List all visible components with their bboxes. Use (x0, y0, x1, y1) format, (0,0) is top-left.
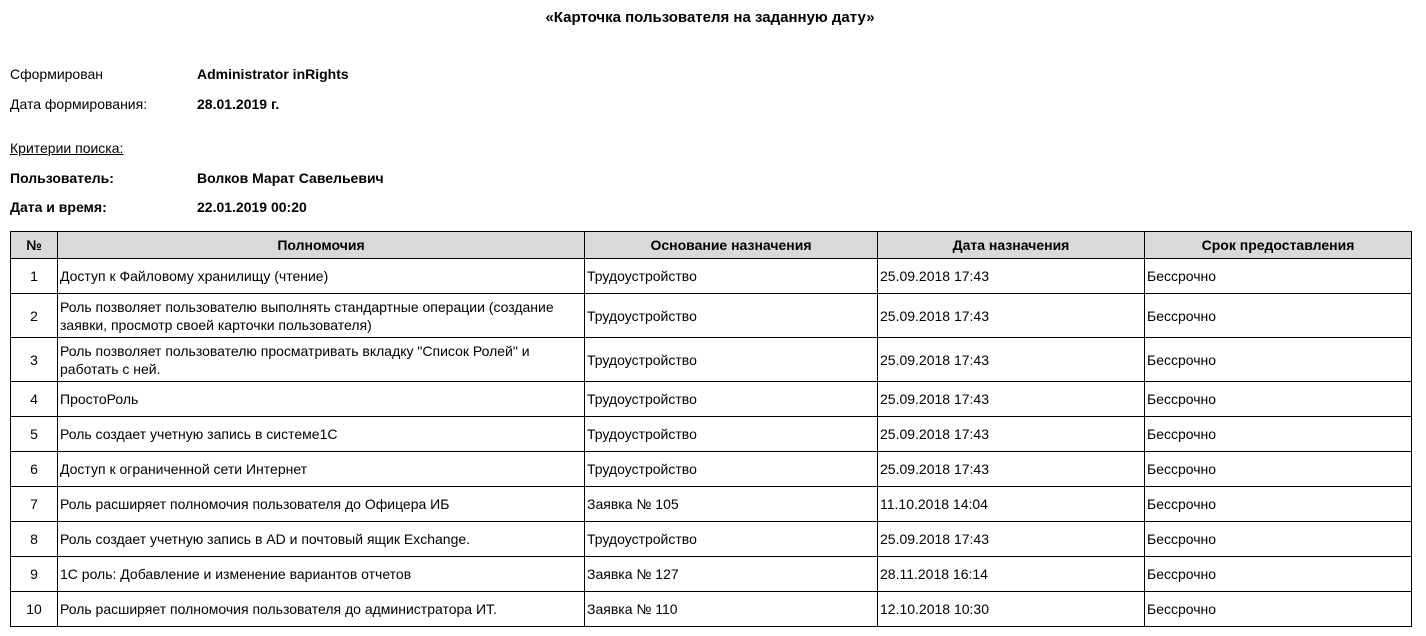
table-row (11, 487, 1412, 522)
row-number: 9 (11, 557, 58, 592)
term-cell: Бессрочно (1145, 417, 1412, 452)
term-cell: Бессрочно (1145, 487, 1412, 522)
permission-cell: Доступ к ограниченной сети Интернет (58, 452, 585, 487)
date-cell: 25.09.2018 17:43 (878, 294, 1145, 338)
basis-cell: Трудоустройство (585, 338, 878, 382)
table-row (11, 592, 1412, 627)
term-cell: Бессрочно (1145, 294, 1412, 338)
table-row (11, 294, 1412, 338)
basis-cell: Трудоустройство (585, 294, 878, 338)
permission-cell: Роль расширяет полномочия пользователя до Офицера ИБ (58, 487, 585, 522)
column-header-date: Дата назначения (878, 232, 1145, 259)
date-cell: 25.09.2018 17:43 (878, 259, 1145, 294)
basis-cell: Заявка № 105 (585, 487, 878, 522)
date-cell: 28.11.2018 16:14 (878, 557, 1145, 592)
created-by-value: Administrator inRights (197, 66, 349, 82)
datetime-value: 22.01.2019 00:20 (197, 199, 307, 215)
term-cell: Бессрочно (1145, 259, 1412, 294)
column-header-basis: Основание назначения (585, 232, 878, 259)
permission-cell: Роль создает учетную запись в системе1С (58, 417, 585, 452)
table-row (11, 259, 1412, 294)
row-number: 10 (11, 592, 58, 627)
permissions-table (10, 231, 1412, 627)
permission-cell: Роль позволяет пользователю просматривать вкладку "Список Ролей" и работать с ней. (58, 338, 585, 382)
report-title: «Карточка пользователя на заданную дату» (545, 9, 875, 26)
table-row (11, 452, 1412, 487)
column-header-num: № (11, 232, 58, 259)
basis-cell: Трудоустройство (585, 417, 878, 452)
user-value: Волков Марат Савельевич (197, 170, 384, 186)
permission-cell: ПростоРоль (58, 382, 585, 417)
column-header-term: Срок предоставления (1145, 232, 1412, 259)
user-label: Пользователь: (10, 170, 114, 186)
created-date-label: Дата формирования: (10, 96, 148, 112)
term-cell: Бессрочно (1145, 522, 1412, 557)
permission-cell: Доступ к Файловому хранилищу (чтение) (58, 259, 585, 294)
basis-cell: Заявка № 110 (585, 592, 878, 627)
term-cell: Бессрочно (1145, 338, 1412, 382)
term-cell: Бессрочно (1145, 592, 1412, 627)
search-criteria-label: Критерии поиска: (10, 140, 124, 156)
permission-cell: 1С роль: Добавление и изменение вариантов отчетов (58, 557, 585, 592)
row-number: 1 (11, 259, 58, 294)
date-cell: 11.10.2018 14:04 (878, 487, 1145, 522)
term-cell: Бессрочно (1145, 452, 1412, 487)
basis-cell: Трудоустройство (585, 452, 878, 487)
date-cell: 25.09.2018 17:43 (878, 382, 1145, 417)
table-header-row (11, 232, 1412, 259)
row-number: 8 (11, 522, 58, 557)
row-number: 4 (11, 382, 58, 417)
row-number: 2 (11, 294, 58, 338)
basis-cell: Заявка № 127 (585, 557, 878, 592)
basis-cell: Трудоустройство (585, 382, 878, 417)
column-header-permission: Полномочия (58, 232, 585, 259)
basis-cell: Трудоустройство (585, 522, 878, 557)
created-date-value: 28.01.2019 г. (197, 96, 280, 112)
row-number: 6 (11, 452, 58, 487)
date-cell: 25.09.2018 17:43 (878, 338, 1145, 382)
table-row (11, 522, 1412, 557)
table-row (11, 382, 1412, 417)
date-cell: 25.09.2018 17:43 (878, 522, 1145, 557)
permission-cell: Роль расширяет полномочия пользователя до администратора ИТ. (58, 592, 585, 627)
term-cell: Бессрочно (1145, 557, 1412, 592)
date-cell: 12.10.2018 10:30 (878, 592, 1145, 627)
date-cell: 25.09.2018 17:43 (878, 417, 1145, 452)
row-number: 7 (11, 487, 58, 522)
date-cell: 25.09.2018 17:43 (878, 452, 1145, 487)
created-by-label: Сформирован (10, 66, 104, 82)
table-row (11, 417, 1412, 452)
basis-cell: Трудоустройство (585, 259, 878, 294)
row-number: 5 (11, 417, 58, 452)
row-number: 3 (11, 338, 58, 382)
table-row (11, 338, 1412, 382)
permission-cell: Роль позволяет пользователю выполнять стандартные операции (создание заявки, просмотр своей карточки пользователя) (58, 294, 585, 338)
datetime-label: Дата и время: (10, 199, 107, 215)
table-row (11, 557, 1412, 592)
permission-cell: Роль создает учетную запись в AD и почтовый ящик Exchange. (58, 522, 585, 557)
term-cell: Бессрочно (1145, 382, 1412, 417)
